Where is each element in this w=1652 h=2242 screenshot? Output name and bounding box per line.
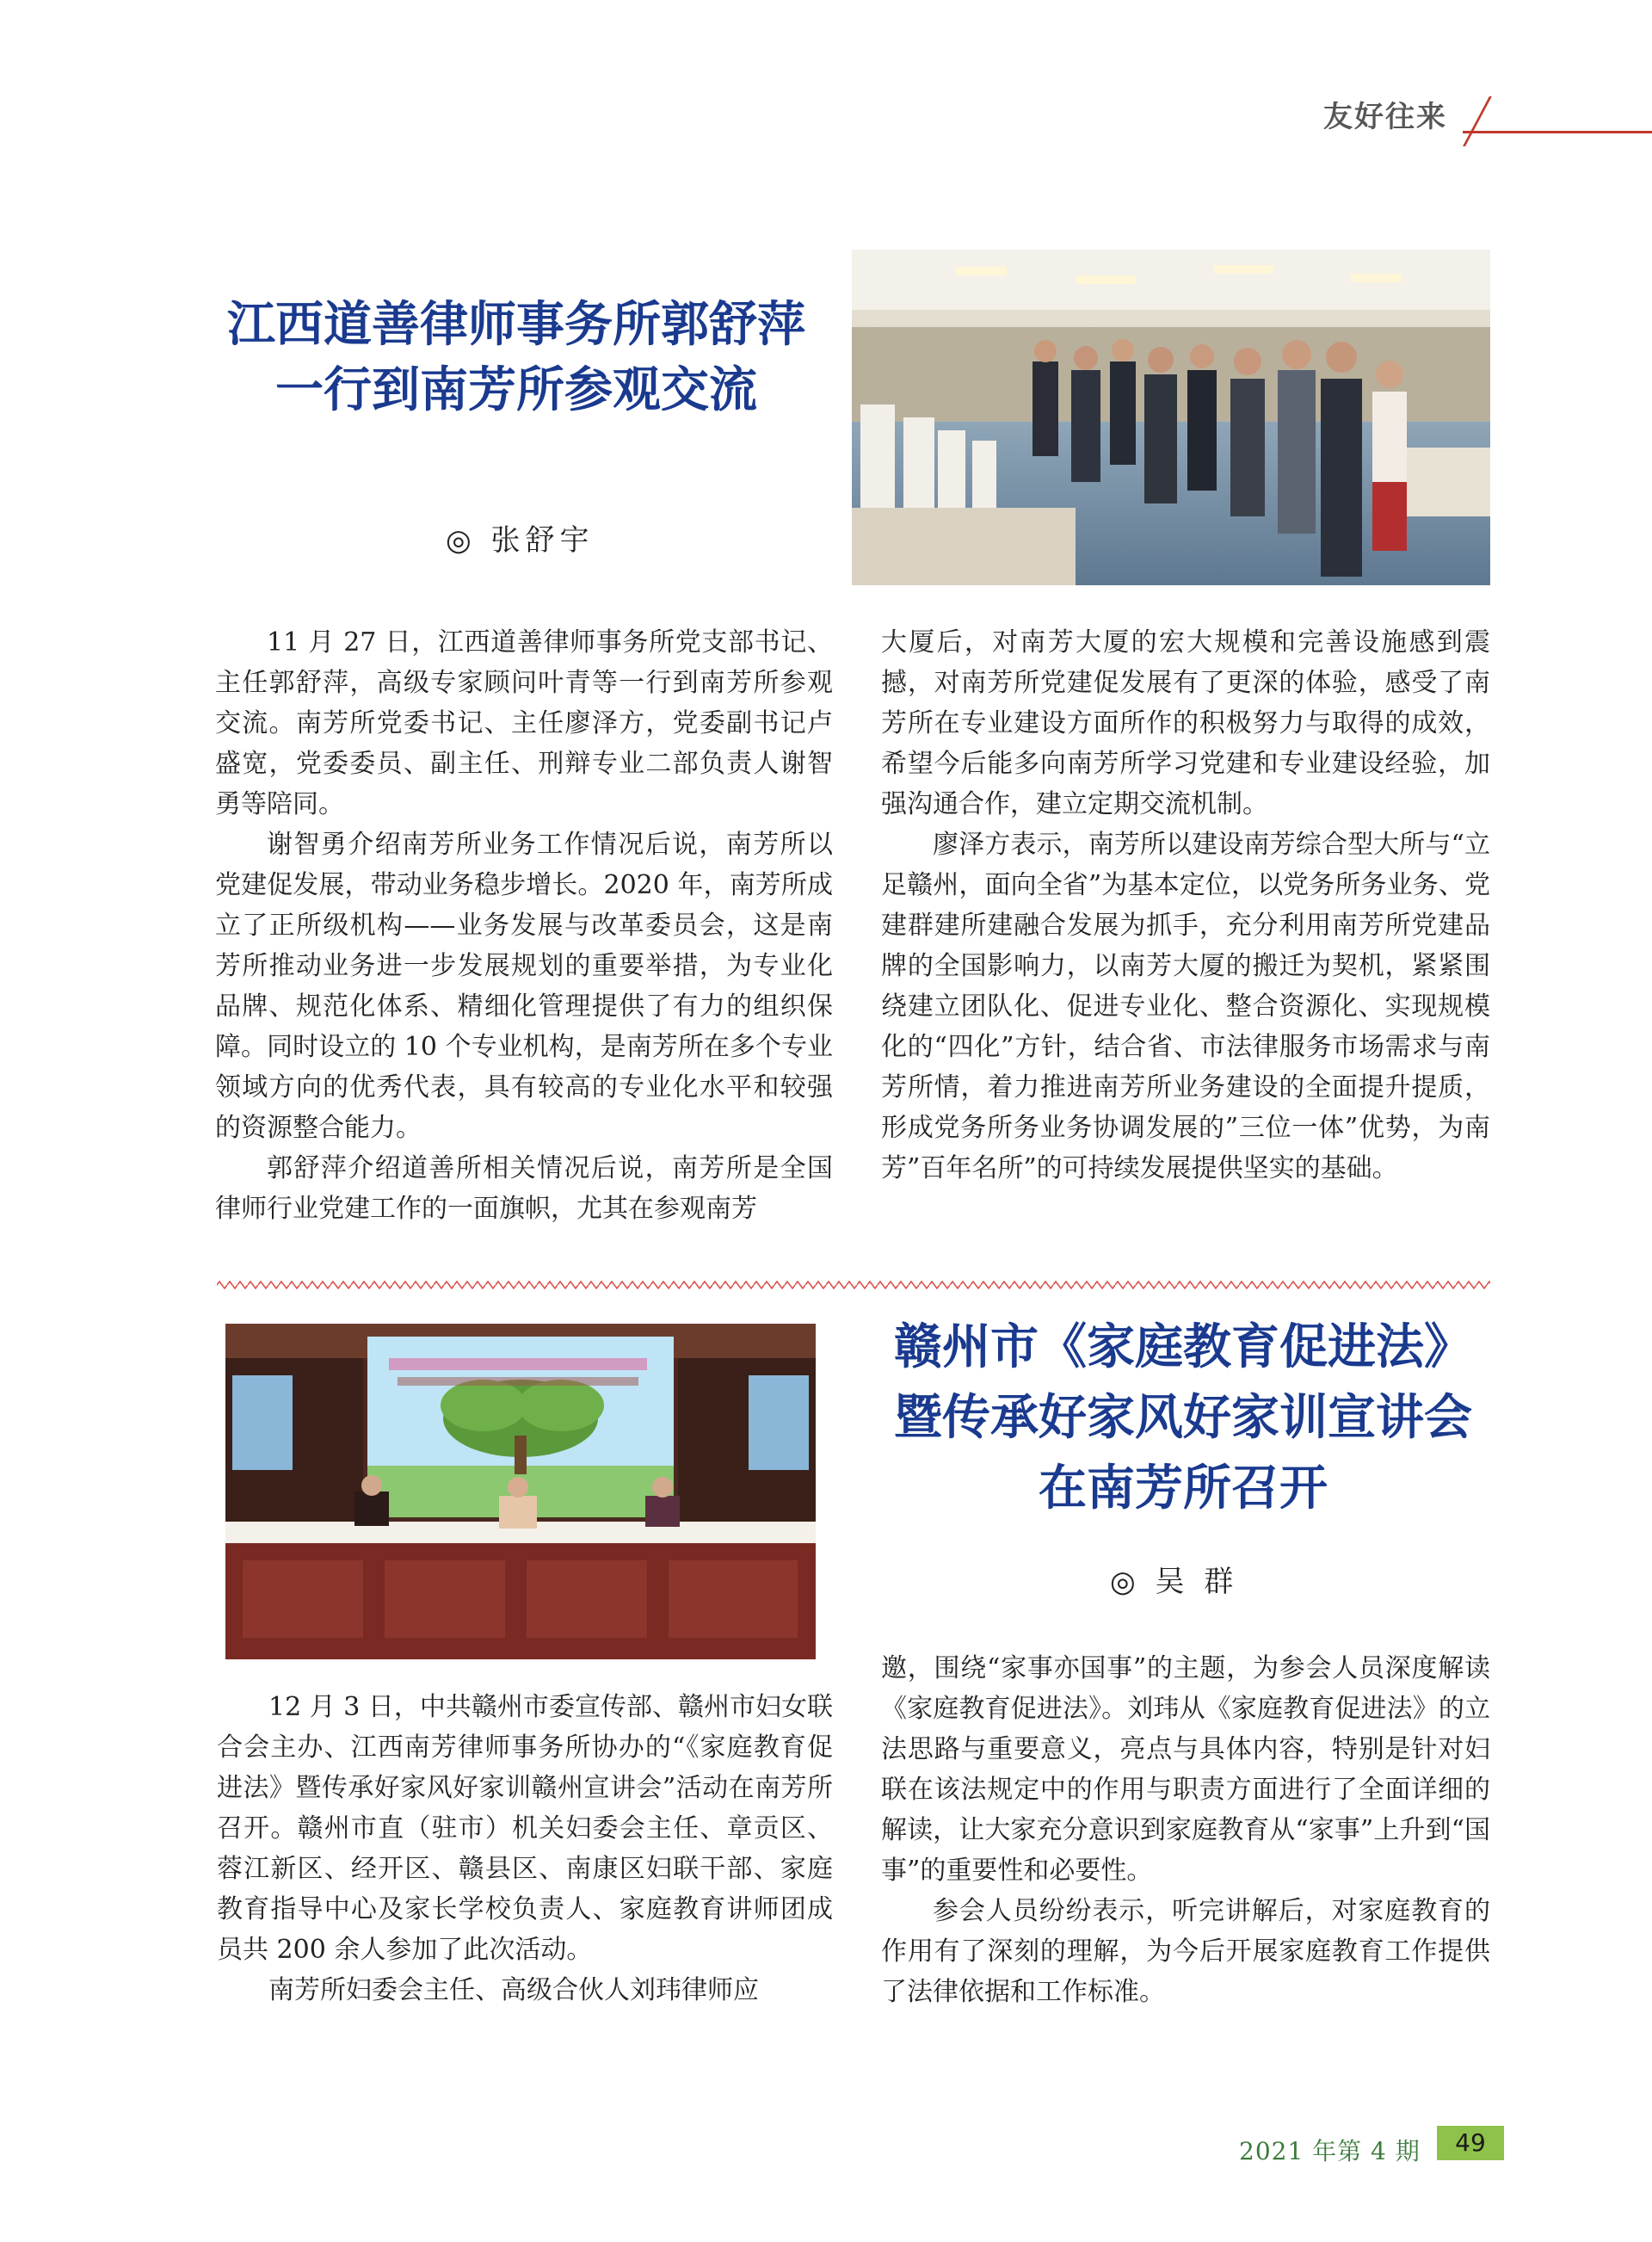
- article2-paragraph: 12 月 3 日，中共赣州市委宣传部、赣州市妇女联合会主办、江西南芳律师事务所协办的“《家庭教育促进法》暨传承好家风好家训赣州宣讲会”活动在南芳所召开。赣州市直（驻市）机关妇委会主任、章贡区、蓉江新区、经开区、赣县区、南康区妇联干部、家庭教育指导中心及家长学校负责人、家庭教育讲师团成员共 200 余人参加了此次活动。: [217, 1692, 833, 1965]
- article2-paragraph: 南芳所妇委会主任、高级合伙人刘玮律师应: [268, 1975, 759, 2005]
- article1-paragraph: 廖泽方表示，南芳所以建设南芳综合型大所与“立足赣州，面向全省”为基本定位，以党务所务业务、党建群建所建融合发展为抓手，充分利用南芳所党建品牌的全国影响力，以南芳大厦的搬迁为契机，紧紧围绕建立团队化、促进专业化、整合资源化、实现规模化的“四化”方针，结合省、市法律服务市场需求与南芳所情，着力推进南芳所业务建设的全面提升提质，形成党务所务业务协调发展的”三位一体”优势，为南芳”百年名所”的可持续发展提供坚实的基础。: [881, 830, 1490, 1183]
- article2-left-column: [217, 1687, 833, 2010]
- article1-paragraph-continued: 大厦后，对南芳大厦的宏大规模和完善设施感到震撼，对南芳所党建促发展有了更深的体验，感受了南芳所在专业建设方面所作的积极努力与取得的成效，希望今后能多向南芳所学习党建和专业建设经验，加强沟通合作，建立定期交流机制。: [881, 627, 1490, 819]
- article2-right-column: [881, 1648, 1490, 2012]
- article2-author: ◎ 吴 群: [1110, 1565, 1239, 1599]
- article1-title: [198, 293, 835, 423]
- article1-paragraph: 11 月 27 日，江西道善律师事务所党支部书记、主任郭舒萍，高级专家顾问叶青等一行到南芳所参观交流。南芳所党委书记、主任廖泽方，党委副书记卢盛宽，党委委员、副主任、刑辩专业二部负责人谢智勇等陪同。: [215, 627, 833, 819]
- header-rule: [1463, 131, 1652, 133]
- page-number: 49: [1437, 2126, 1504, 2160]
- section-tag: 友好往来: [1323, 100, 1447, 134]
- article2-paragraph-continued: 邀，围绕“家事亦国事”的主题，为参会人员深度解读《家庭教育促进法》。刘玮从《家庭教育促进法》的立法思路与重要意义，亮点与具体内容，特别是针对妇联在该法规定中的作用与职责方面进行了全面详细的解读，让大家充分意识到家庭教育从“家事”上升到“国事”的重要性和必要性。: [881, 1653, 1490, 1886]
- article-divider: [217, 1281, 1490, 1289]
- article1-title-line1: 江西道善律师事务所郭舒萍: [227, 297, 805, 353]
- footer-issue: 2021 年第 4 期: [1239, 2137, 1421, 2165]
- article1-left-column: [215, 622, 833, 1229]
- article1-paragraph: 谢智勇介绍南芳所业务工作情况后说，南芳所以党建促发展，带动业务稳步增长。2020 年，南芳所成立了正所级机构——业务发展与改革委员会，这是南芳所推动业务进一步发展规划的重要举措，为专业化品牌、规范化体系、精细化管理提供了有力的组织保障。同时设立的 10 个专业机构，是南芳所在多个专业领域方向的优秀代表，具有较高的专业化水平和较强的资源整合能力。: [215, 830, 833, 1143]
- lecture-hall-photo: [225, 1324, 816, 1659]
- article2-title-line2: 暨传承好家风好家训宣讲会: [894, 1389, 1472, 1446]
- article2-title: [848, 1312, 1519, 1523]
- article1-right-column: [881, 622, 1490, 1189]
- article1-title-line2: 一行到南芳所参观交流: [275, 361, 757, 418]
- header-slash-decoration: [1463, 96, 1492, 146]
- article1-paragraph: 郭舒萍介绍道善所相关情况后说，南芳所是全国律师行业党建工作的一面旗帜，尤其在参观南芳: [215, 1153, 833, 1224]
- article2-paragraph: 参会人员纷纷表示，听完讲解后，对家庭教育的作用有了深刻的理解，为今后开展家庭教育工作提供了法律依据和工作标准。: [881, 1896, 1490, 2007]
- article2-title-line3: 在南芳所召开: [1039, 1460, 1328, 1516]
- article2-title-line1: 赣州市《家庭教育促进法》: [894, 1319, 1472, 1375]
- meeting-room-photo: [852, 250, 1490, 585]
- article1-author: ◎ 张舒宇: [446, 523, 595, 558]
